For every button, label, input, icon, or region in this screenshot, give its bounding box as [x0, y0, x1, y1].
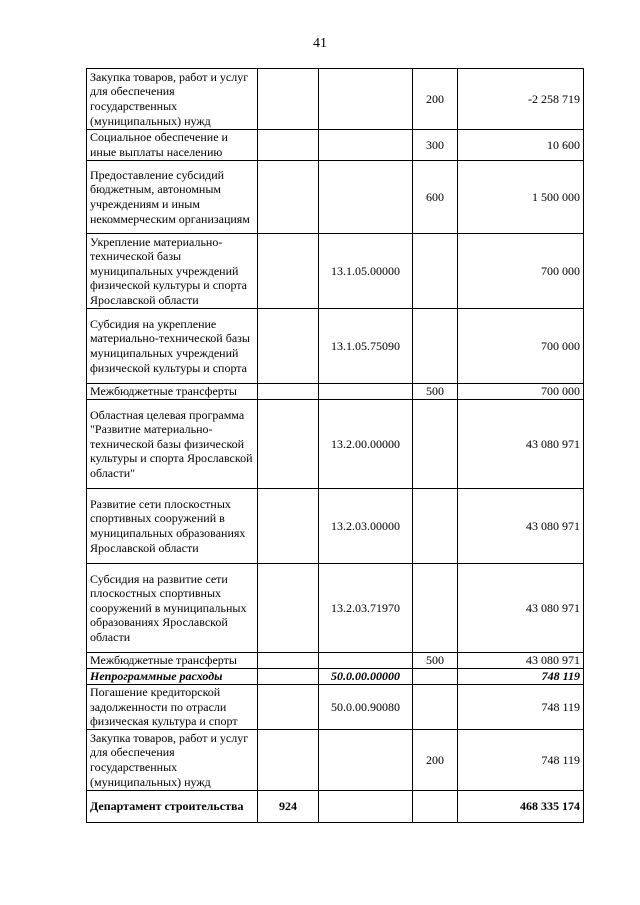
department-code-cell	[258, 685, 319, 730]
page-number: 41	[313, 36, 327, 51]
budget-table	[86, 68, 584, 823]
expense-type-cell	[413, 685, 458, 730]
expense-name-cell: Областная целевая программа "Развитие материально-технической базы физической культуры и спорта Ярославской области"	[87, 400, 258, 489]
target-article-cell	[319, 730, 413, 791]
table-row	[87, 564, 584, 653]
amount-cell: -2 258 719	[458, 69, 584, 130]
expense-type-cell	[413, 400, 458, 489]
expense-type-cell	[413, 234, 458, 309]
expense-name-cell: Погашение кредиторской задолженности по отрасли физическая культура и спорт	[87, 685, 258, 730]
amount-cell: 43 080 971	[458, 653, 584, 669]
expense-type-cell: 200	[413, 730, 458, 791]
department-code-cell	[258, 653, 319, 669]
amount-cell: 43 080 971	[458, 400, 584, 489]
expense-type-cell: 500	[413, 653, 458, 669]
table-row	[87, 69, 584, 130]
expense-name-cell: Субсидия на развитие сети плоскостных спортивных сооружений в муниципальных образованиях Ярославской области	[87, 564, 258, 653]
expense-type-cell	[413, 669, 458, 685]
table-row	[87, 130, 584, 161]
target-article-cell	[319, 384, 413, 400]
expense-type-cell	[413, 791, 458, 823]
target-article-cell: 13.2.00.00000	[319, 400, 413, 489]
expense-name-cell: Социальное обеспечение и иные выплаты населению	[87, 130, 258, 161]
target-article-cell: 13.2.03.71970	[319, 564, 413, 653]
department-code-cell	[258, 400, 319, 489]
department-code-cell	[258, 489, 319, 564]
expense-name-cell: Департамент строительства	[87, 791, 258, 823]
expense-name-cell: Предоставление субсидий бюджетным, автономным учреждениям и иным некоммерческим организациям	[87, 161, 258, 234]
expense-name-cell: Межбюджетные трансферты	[87, 653, 258, 669]
table-row	[87, 791, 584, 823]
table-row	[87, 730, 584, 791]
amount-cell: 700 000	[458, 234, 584, 309]
amount-cell: 468 335 174	[458, 791, 584, 823]
target-article-cell	[319, 69, 413, 130]
amount-cell: 748 119	[458, 730, 584, 791]
table-row	[87, 489, 584, 564]
expense-name-cell: Укрепление материально-технической базы муниципальных учреждений физической культуры и спорта Ярославской области	[87, 234, 258, 309]
table-row	[87, 384, 584, 400]
amount-cell: 10 600	[458, 130, 584, 161]
expense-name-cell: Развитие сети плоскостных спортивных сооружений в муниципальных образованиях Ярославской области	[87, 489, 258, 564]
expense-type-cell: 300	[413, 130, 458, 161]
table-row	[87, 309, 584, 384]
target-article-cell	[319, 791, 413, 823]
table-row	[87, 400, 584, 489]
department-code-cell	[258, 309, 319, 384]
department-code-cell	[258, 130, 319, 161]
amount-cell: 43 080 971	[458, 489, 584, 564]
department-code-cell	[258, 384, 319, 400]
expense-type-cell	[413, 564, 458, 653]
amount-cell: 748 119	[458, 669, 584, 685]
expense-type-cell: 600	[413, 161, 458, 234]
target-article-cell: 13.1.05.75090	[319, 309, 413, 384]
expense-name-cell: Субсидия на укрепление материально-технической базы муниципальных учреждений физической культуры и спорта	[87, 309, 258, 384]
expense-type-cell: 500	[413, 384, 458, 400]
target-article-cell: 13.2.03.00000	[319, 489, 413, 564]
target-article-cell	[319, 653, 413, 669]
amount-cell: 700 000	[458, 309, 584, 384]
department-code-cell	[258, 69, 319, 130]
expense-name-cell: Непрограммные расходы	[87, 669, 258, 685]
table-row	[87, 234, 584, 309]
table-row	[87, 685, 584, 730]
expense-type-cell: 200	[413, 69, 458, 130]
target-article-cell	[319, 130, 413, 161]
expense-type-cell	[413, 309, 458, 384]
amount-cell: 1 500 000	[458, 161, 584, 234]
amount-cell: 43 080 971	[458, 564, 584, 653]
department-code-cell	[258, 730, 319, 791]
target-article-cell: 50.0.00.00000	[319, 669, 413, 685]
department-code-cell	[258, 161, 319, 234]
expense-type-cell	[413, 489, 458, 564]
department-code-cell: 924	[258, 791, 319, 823]
department-code-cell	[258, 669, 319, 685]
table-row	[87, 653, 584, 669]
table-row	[87, 161, 584, 234]
expense-name-cell: Межбюджетные трансферты	[87, 384, 258, 400]
amount-cell: 700 000	[458, 384, 584, 400]
target-article-cell: 13.1.05.00000	[319, 234, 413, 309]
expense-name-cell: Закупка товаров, работ и услуг для обеспечения государственных (муниципальных) нужд	[87, 730, 258, 791]
table-row	[87, 669, 584, 685]
department-code-cell	[258, 564, 319, 653]
amount-cell: 748 119	[458, 685, 584, 730]
target-article-cell: 50.0.00.90080	[319, 685, 413, 730]
target-article-cell	[319, 161, 413, 234]
expense-name-cell: Закупка товаров, работ и услуг для обеспечения государственных (муниципальных) нужд	[87, 69, 258, 130]
department-code-cell	[258, 234, 319, 309]
